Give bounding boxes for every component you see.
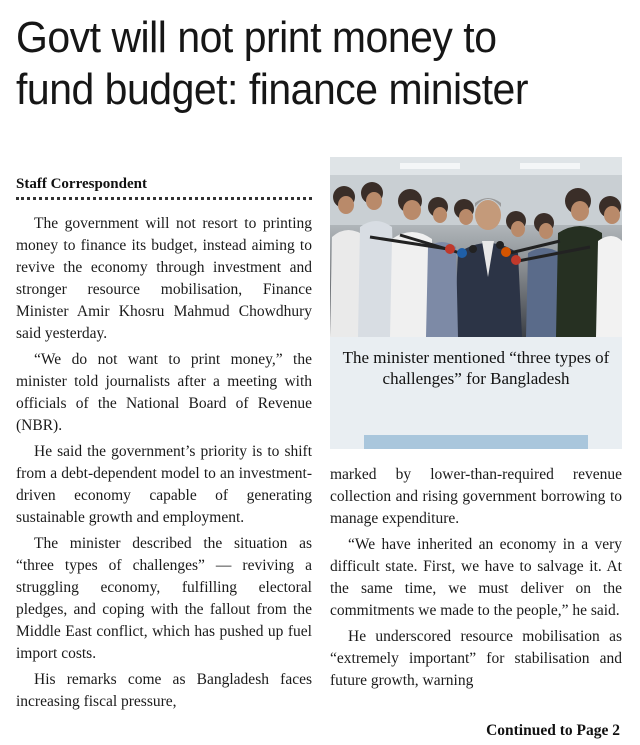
byline: Staff Correspondent bbox=[16, 176, 147, 192]
paragraph: He said the government’s priority is to shift from a debt-dependent model to an investment-driven economy capable of generating sustainable growth and employment. bbox=[16, 443, 312, 526]
continued-link[interactable]: Continued to Page 2 bbox=[486, 722, 620, 739]
paragraph: His remarks come as Bangladesh faces increasing fiscal pressure, bbox=[16, 671, 312, 710]
paragraph: The government will not resort to printing money to finance its budget, instead aiming to revive the economy through investment and stronger resource mobilisation, Finance Minister Amir Khosru Mahmud Chowdhury said yesterday. bbox=[16, 215, 312, 342]
news-photo bbox=[330, 157, 622, 337]
article-column-1 bbox=[16, 213, 312, 717]
headline: Govt will not print money to fund budget: finance minister bbox=[16, 13, 528, 114]
photo-caption: The minister mentioned “three types of challenges” for Bangladesh bbox=[342, 348, 610, 388]
paragraph: He underscored resource mobilisation as “extremely important” for stabilisation and future growth, warning bbox=[330, 628, 622, 689]
paragraph: “We do not want to print money,” the minister told journalists after a meeting with officials of the National Board of Revenue (NBR). bbox=[16, 351, 312, 434]
byline-divider bbox=[16, 197, 312, 200]
photo-with-caption bbox=[330, 157, 622, 449]
press-scrum-illustration bbox=[330, 157, 622, 337]
caption-accent-bar bbox=[364, 435, 588, 449]
paragraph: marked by lower-than-required revenue collection and rising government borrowing to manage expenditure. bbox=[330, 466, 622, 527]
paragraph: “We have inherited an economy in a very difficult state. First, we have to salvage it. At the same time, we must deliver on the commitments we made to the people,” he said. bbox=[330, 536, 622, 619]
article-column-2 bbox=[330, 464, 622, 696]
paragraph: The minister described the situation as “three types of challenges” — reviving a struggling economy, fulfilling electoral pledges, and coping with the fallout from the Middle East conflict, which has pushed up fuel import costs. bbox=[16, 535, 312, 662]
